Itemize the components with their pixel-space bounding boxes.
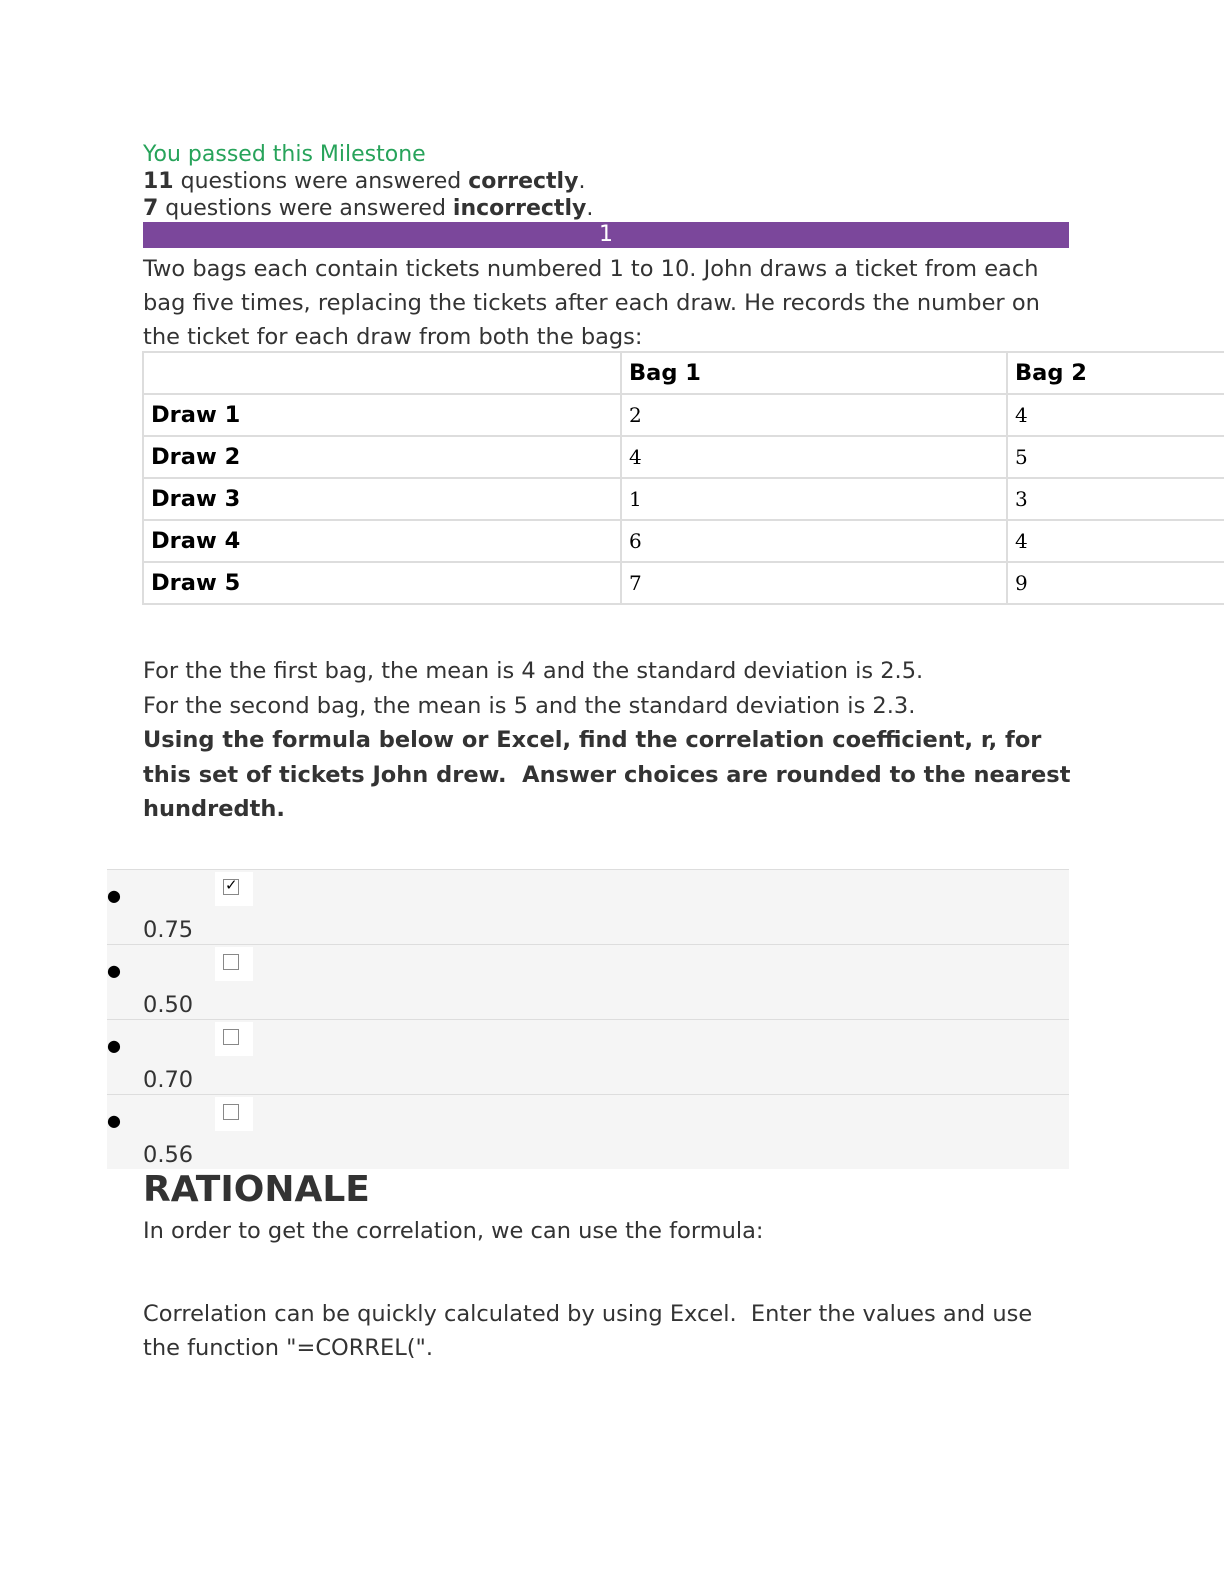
table-row (143, 436, 1224, 478)
choice-value: 0.70 (143, 1067, 194, 1093)
checkbox-container (215, 872, 253, 906)
bag2-value: 3 (1007, 478, 1224, 520)
table-row (143, 562, 1224, 604)
bag1-value: 6 (621, 520, 1007, 562)
answer-choice[interactable] (107, 1094, 1069, 1169)
checkbox-container (215, 1097, 253, 1131)
incorrect-word: incorrectly (452, 196, 587, 221)
bullet-icon: ● (107, 1111, 121, 1130)
question-prompt: Using the formula below or Excel, find the correlation coefficient, r, for this set of tickets John drew. Answer choices are rounded to the nearest hundredth. (143, 727, 1079, 822)
bag1-value: 4 (621, 436, 1007, 478)
table-header-row (143, 352, 1224, 394)
checkbox-unchecked-icon[interactable] (223, 1104, 239, 1120)
question-details (143, 654, 1083, 827)
row-label: Draw 5 (143, 562, 621, 604)
answer-choice[interactable] (107, 869, 1069, 944)
bullet-icon: ● (107, 961, 121, 980)
bag2-value: 4 (1007, 394, 1224, 436)
bullet-icon: ● (107, 886, 121, 905)
table-header-bag2: Bag 2 (1007, 352, 1224, 394)
table-header-blank (143, 352, 621, 394)
choice-value: 0.75 (143, 917, 194, 943)
row-label: Draw 1 (143, 394, 621, 436)
bag1-value: 7 (621, 562, 1007, 604)
second-bag-info: For the second bag, the mean is 5 and the standard deviation is 2.3. (143, 692, 916, 719)
bag1-value: 1 (621, 478, 1007, 520)
bullet-icon: ● (107, 1036, 121, 1055)
bag2-value: 9 (1007, 562, 1224, 604)
rationale-excel-note: Correlation can be quickly calculated by using Excel. Enter the values and use the function "=CORREL(". (143, 1301, 1040, 1361)
checkmark-icon: ✓ (225, 876, 238, 894)
row-label: Draw 4 (143, 520, 621, 562)
passed-message: You passed this Milestone (143, 142, 426, 167)
bag2-value: 5 (1007, 436, 1224, 478)
correct-period: . (578, 169, 586, 194)
incorrect-summary-text: questions were answered (158, 196, 453, 221)
milestone-status (143, 141, 1069, 222)
answer-choices (107, 869, 1069, 1169)
incorrect-period: . (586, 196, 594, 221)
correct-word: correctly (468, 169, 579, 194)
bag2-value: 4 (1007, 520, 1224, 562)
choice-value: 0.56 (143, 1142, 194, 1168)
correct-count: 11 (143, 169, 174, 194)
checkbox-checked-icon[interactable] (223, 876, 239, 895)
question-number-bar: 1 (143, 222, 1069, 248)
checkbox-unchecked-icon[interactable] (223, 1029, 239, 1045)
table-row (143, 520, 1224, 562)
question-intro: Two bags each contain tickets numbered 1 to 10. John draws a ticket from each bag five times, replacing the tickets after each draw. He records the number on the ticket for each draw from both the bags: (143, 256, 1040, 350)
first-bag-info: For the the first bag, the mean is 4 and the standard deviation is 2.5. (143, 658, 924, 684)
row-label: Draw 3 (143, 478, 621, 520)
incorrect-summary (143, 195, 1069, 222)
answer-choice[interactable] (107, 944, 1069, 1019)
incorrect-count: 7 (143, 196, 159, 221)
rationale-heading: RATIONALE (143, 1169, 370, 1210)
choice-value: 0.50 (143, 992, 194, 1018)
correct-summary-text: questions were answered (173, 169, 469, 194)
draw-table (142, 351, 1224, 605)
table-row (143, 394, 1224, 436)
checkbox-unchecked-icon[interactable] (223, 954, 239, 970)
row-label: Draw 2 (143, 436, 621, 478)
answer-choice[interactable] (107, 1019, 1069, 1094)
correct-summary (143, 168, 1069, 195)
rationale-formula-intro: In order to get the correlation, we can use the formula: (143, 1218, 764, 1244)
table-row (143, 478, 1224, 520)
checkbox-container (215, 947, 253, 981)
table-header-bag1: Bag 1 (621, 352, 1007, 394)
checkbox-container (215, 1022, 253, 1056)
bag1-value: 2 (621, 394, 1007, 436)
